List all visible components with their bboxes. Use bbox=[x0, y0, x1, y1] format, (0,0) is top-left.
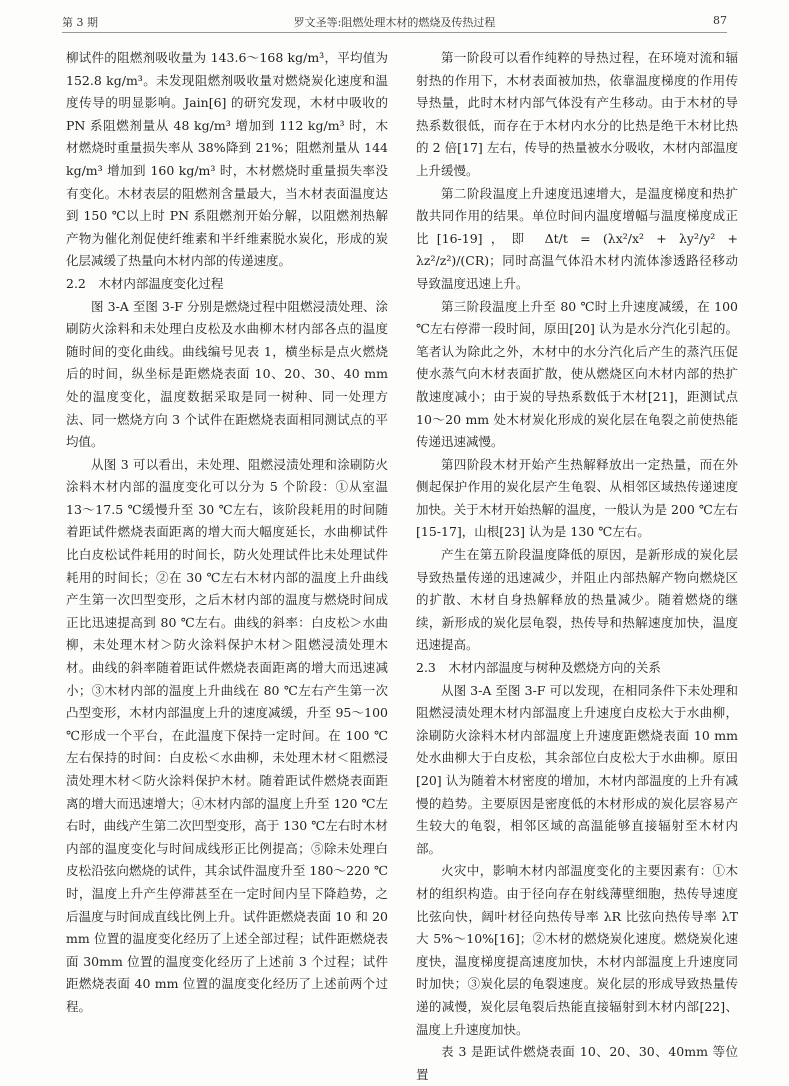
paragraph: 火灾中，影响木材内部温度变化的主要因素有：①木材的组织构造。由于径向存在射线薄壁细胞，热传导速度比弦向快，阔叶材径向热传导率 λR 比弦向热传导率 λT 大 5%～10%[16]；②木材的燃烧炭化速度。燃烧炭化速度快，温度梯度提高速度加快，木材内部温度上升速度同时加快；③炭化层的龟裂速度。炭化层的形成导致热量传递的减慢，炭化层龟裂后热能直接辐射到木材内部[22]、温度上升速度加快。 bbox=[416, 863, 738, 1037]
issue-number: 第 3 期 bbox=[62, 16, 98, 29]
paragraph: 产生在第五阶段温度降低的原因，是新形成的炭化层导致热量传递的迅速减少，并阻止内部热解产物向燃烧区的扩散、木材自身热解释放的热量减少。随着燃烧的继续，新形成的炭化层龟裂，热传导和热解速度加快，温度迅速提高。 bbox=[416, 547, 738, 653]
page-number: 87 bbox=[713, 14, 727, 27]
paragraph: 柳试件的阻燃剂吸收量为 143.6～168 kg/m³，平均值为 152.8 kg/m³。未发现阻燃剂吸收量对燃烧炭化速度和温度传导的明显影响。Jain[6] 的研究发现，木材中吸收的 PN 系阻燃剂量从 48 kg/m³ 增加到 112 kg/m³ 时，木材燃烧时重量损失率从 38%降到 21%；阻燃剂量从 144 kg/m³ 增加到 160 kg/m³ 时，木材燃烧时重量损失率没有变化。木材表层的阻燃剂含量最大，当木材表面温度达到 150 ℃以上时 PN 系阻燃剂开始分解，以阻燃剂热解产物为催化剂促使纤维素和半纤维素脱水炭化，形成的炭化层减缓了热量向木材内部的传递速度。 bbox=[66, 50, 388, 269]
paragraph: 从图 3-A 至图 3-F 可以发现，在相同条件下未处理和阻燃浸渍处理木材内部温度上升速度白皮松大于水曲柳，涂刷防火涂料木材内部温度上升速度距燃烧表面 10 mm 处水曲柳大于白皮松，其余部位白皮松大于水曲柳。原田[20] 认为随着木材密度的增加，木材内部温度的上升有减慢的趋势。主要原因是密度低的木材形成的炭化层容易产生较大的龟裂，相邻区域的高温能够直接辐射至木材内部。 bbox=[416, 682, 738, 856]
section-heading: 2.2 木材内部温度变化过程 bbox=[66, 275, 224, 291]
running-header bbox=[62, 12, 727, 33]
paragraph: 第一阶段可以看作纯粹的导热过程，在环境对流和辐射热的作用下，木材表面被加热，依靠温度梯度的作用传导热量，此时木材内部气体没有产生移动。由于木材的导热系数很低，而存在于木材内水分的比热是绝干木材比热的 2 倍[17] 左右，传导的热量被水分吸收，木材内部温度上升缓慢。 bbox=[416, 50, 738, 178]
paragraph: 第二阶段温度上升速度迅速增大，是温度梯度和热扩散共同作用的结果。单位时间内温度增幅与温度梯度成正比[16-19]，即 Δt/t = (λx²/x² + λy²/y² + λz²/z²)/(CR)；同时高温气体沿木材内流体渗透路径移动导致温度迅速上升。 bbox=[416, 185, 738, 291]
paragraph: 表 3 是距试件燃烧表面 10、20、30、40mm 等位置 bbox=[416, 1044, 738, 1082]
paragraph: 从图 3 可以看出，未处理、阻燃浸渍处理和涂刷防火涂料木材内部的温度变化可以分为 5 个阶段：①从室温 13～17.5 ℃缓慢升至 30 ℃左右，该阶段耗用的时间随着距试件燃烧表面距离的增大而大幅度延长，水曲柳试件比白皮松试件耗用的时间长，防火处理试件比未处理试件耗用的时间长；②在 30 ℃左右木材内部的温度上升曲线产生第一次凹型变形，之后木材内部的温度与燃烧时间成正比迅速提高到 80 ℃左右。曲线的斜率：白皮松＞水曲柳，未处理木材＞防火涂料保护木材＞阻燃浸渍处理木材。曲线的斜率随着距试件燃烧表面距离的增大而迅速减小；③木材内部的温度上升曲线在 80 ℃左右产生第一次凸型变形，木材内部温度上升的速度减缓，升至 95～100 ℃形成一个平台，在此温度下保持一定时间。在 100 ℃左右保持的时间：白皮松＜水曲柳，未处理木材＜阻燃浸渍处理木材＜防火涂料保护木材。随着距试件燃烧表面距离的增大而迅速增大；④木材内部的温度上升至 120 ℃左右时，曲线产生第二次凹型变形，高于 130 ℃左右时木材内部的温度变化与时间成线形正比例提高；⑤除未处理白皮松沿弦向燃烧的试件，其余试件温度升至 180～220 ℃时，温度上升产生停滞甚至在一定时间内呈下降趋势，之后温度与时间成直线比例上升。试件距燃烧表面 10 和 20 mm 位置的温度变化经历了上述全部过程；试件距燃烧表面 30mm 位置的温度变化经历了上述前 3 个过程；试件距燃烧表面 40 mm 位置的温度变化经历了上述前两个过程。 bbox=[66, 456, 388, 1014]
left-column bbox=[66, 47, 388, 1019]
paragraph: 第四阶段木材开始产生热解释放出一定热量，而在外侧起保护作用的炭化层产生龟裂、从相邻区域热传递速度加快。关于木材开始热解的温度，一般认为是 200 ℃左右[15-17]，山根[23] 认为是 130 ℃左右。 bbox=[416, 456, 738, 540]
paragraph: 第三阶段温度上升至 80 ℃时上升速度减缓，在 100 ℃左右停滞一段时间，原田[20] 认为是水分汽化引起的。笔者认为除此之外，木材中的水分汽化后产生的蒸汽压促使水蒸气向木材表面扩散，使从燃烧区向木材内部的热扩散速度减小；由于炭的导热系数低于木材[21]，距测试点 10～20 mm 处木材炭化形成的炭化层在龟裂之前使热能传递迅速减慢。 bbox=[416, 298, 738, 450]
running-title: 罗文圣等:阻燃处理木材的燃烧及传热过程 bbox=[293, 16, 496, 29]
paragraph: 图 3-A 至图 3-F 分别是燃烧过程中阻燃浸渍处理、涂刷防火涂料和未处理白皮松及水曲柳木材内部各点的温度随时间的变化曲线。曲线编号见表 1，横坐标是点火燃烧后的时间，纵坐标是距燃烧表面 10、20、30、40 mm 处的温度变化，温度数据采取是同一树种、同一处理方法、同一燃烧方向 3 个试件在距燃烧表面相同测试点的平均值。 bbox=[66, 298, 388, 450]
section-heading: 2.3 木材内部温度与树种及燃烧方向的关系 bbox=[416, 660, 661, 676]
right-column bbox=[416, 47, 738, 1086]
